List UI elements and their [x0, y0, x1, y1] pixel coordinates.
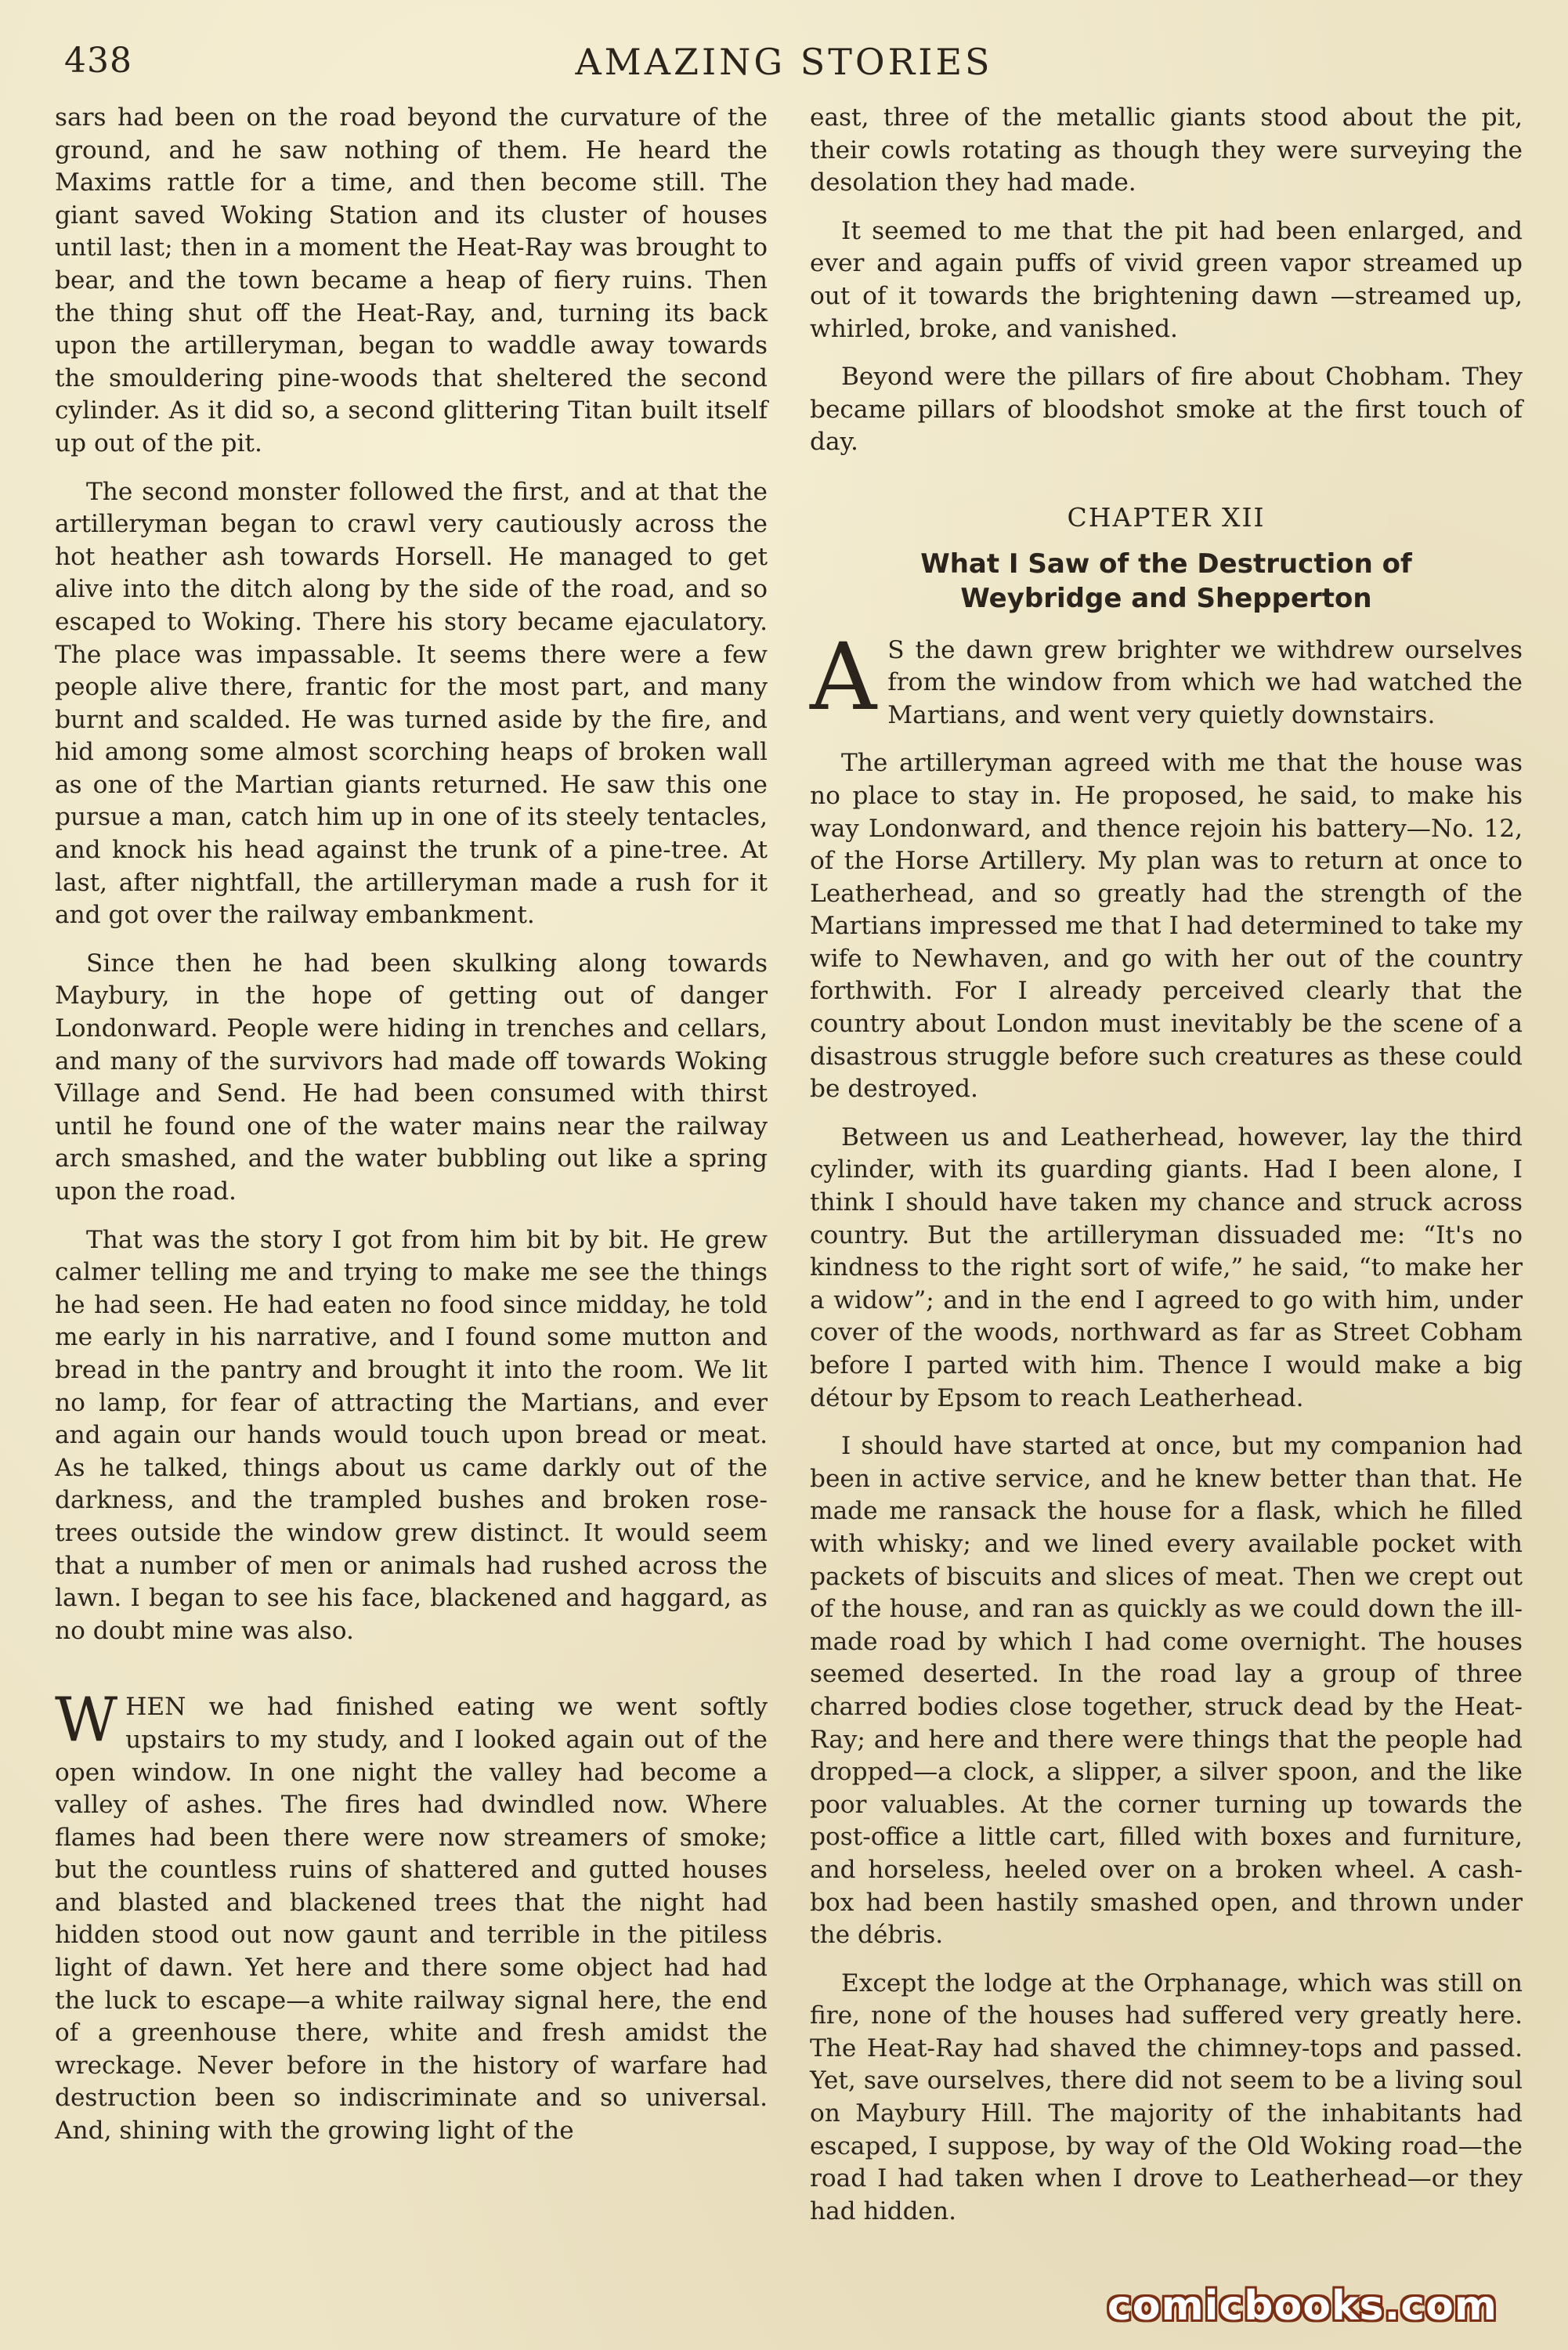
- page-number: 438: [64, 41, 132, 81]
- right-column: [810, 102, 1523, 2228]
- dropcap-letter: A: [810, 622, 877, 731]
- dropcap-paragraph-text: S the dawn grew brighter we withdrew ourselves from the window from which we had watched the Martians, and went very quietly downstairs.: [887, 635, 1523, 729]
- body-paragraph: Except the lodge at the Orphanage, which was still on fire, none of the houses had suffered very greatly here. The Heat-Ray had shaved the chimney-tops and passed. Yet, save ourselves, there did not seem to be a living soul on Maybury Hill. The majority of the inhabitants had escaped, I suppose, by way of the Old Woking road—the road I had taken when I drove to Leatherhead—or they had hidden.: [810, 1969, 1523, 2225]
- dropcap-paragraph-text: HEN we had finished eating we went softly upstairs to my study, and I looked again out of the open window. In one night the valley had become a valley of ashes. The fires had dwindled now. Where flames had been there were now streamers of smoke; but the countless ruins of shattered and gutted houses and blasted and blackened trees that the night had hidden stood out now gaunt and terrible in the pitiless light of dawn. Yet here and there some object had had the luck to escape—a white railway signal here, the end of a greenhouse there, white and fresh amidst the wreckage. Never before in the history of warfare had destruction been so indiscriminate and so universal. And, shining with the growing light of the: [55, 1693, 768, 2146]
- body-paragraph: It seemed to me that the pit had been enlarged, and ever and again puffs of vivid green vapor streamed up out of it towards the brightening dawn —streamed up, whirled, broke, and vanished.: [810, 216, 1523, 343]
- body-paragraph: The artilleryman agreed with me that the house was no place to stay in. He proposed, he said, to make his way Londonward, and thence rejoin his battery—No. 12, of the Horse Artillery. My plan was to return at once to Leatherhead, and so greatly had the strength of the Martians impressed me that I had determined to take my wife to Newhaven, and go with her out of the country forthwith. For I already perceived clearly that the country about London must inevitably be the scene of a disastrous struggle before such creatures as these could be destroyed.: [810, 749, 1523, 1104]
- dropcap-letter: W: [55, 1685, 118, 1756]
- body-paragraph: The second monster followed the first, and at that the artilleryman began to crawl very cautiously across the hot heather ash towards Horsell. He managed to get alive into the ditch along by the side of the road, and so escaped to Woking. There his story became ejaculatory. The place was impassable. It seems there were a few people alive there, frantic for the most part, and many burnt and scalded. He was turned aside by the fire, and hid among some almost scorching heaps of broken wall as one of the Martian giants returned. He saw this one pursue a man, catch him up in one of its steely tentacles, and knock his head against the trunk of a pine-tree. At last, after nightfall, the artilleryman made a rush for it and got over the railway embankment.: [55, 477, 768, 930]
- magazine-title: AMAZING STORIES: [575, 41, 993, 83]
- watermark-logo: comicbooks.com: [1107, 2283, 1498, 2330]
- body-paragraph: sars had been on the road beyond the curvature of the ground, and he saw nothing of them. He heard the Maxims rattle for a time, and then become still. The giant saved Woking Station and its cluster of houses until last; then in a moment the Heat-Ray was brought to bear, and the town became a heap of fiery ruins. Then the thing shut off the Heat-Ray, and, turning its back upon the artilleryman, began to waddle away towards the smouldering pine-woods that sheltered the second cylinder. As it did so, a second glittering Titan built itself up out of the pit.: [55, 103, 768, 457]
- body-paragraph: Since then he had been skulking along towards Maybury, in the hope of getting out of danger Londonward. People were hiding in trenches and cellars, and many of the survivors had made off towards Woking Village and Send. He had been consumed with thirst until he found one of the water mains near the railway arch smashed, and the water bubbling out like a spring upon the road.: [55, 949, 768, 1206]
- body-paragraph: Between us and Leatherhead, however, lay the third cylinder, with its guarding giants. Had I been alone, I think I should have taken my chance and struck across country. But the artilleryman dissuaded me: “It's no kindness to the right sort of wife,” he said, “to make her a widow”; and in the end I agreed to go with him, under cover of the woods, northward as far as Street Cobham before I parted with him. Thence I would make a big détour by Epsom to reach Leatherhead.: [810, 1123, 1523, 1412]
- body-paragraph: That was the story I got from him bit by bit. He grew calmer telling me and trying to make me see the things he had seen. He had eaten no food since midday, he told me early in his narrative, and I found some mutton and bread in the pantry and brought it into the room. We lit no lamp, for fear of attracting the Martians, and ever and again our hands would touch upon bread or meat. As he talked, things about us came darkly out of the darkness, and the trampled bushes and broken rose-trees outside the window grew distinct. It would seem that a number of men or animals had rushed across the lawn. I began to see his face, blackened and haggard, as no doubt mine was also.: [55, 1225, 768, 1645]
- page-header: [55, 36, 1513, 91]
- chapter-subtitle: What I Saw of the Destruction of Weybridge and Shepperton: [920, 548, 1412, 614]
- body-paragraph: east, three of the metallic giants stood about the pit, their cowls rotating as though they were surveying the desolation they had made.: [810, 103, 1523, 197]
- left-column: [55, 102, 768, 2148]
- chapter-heading: CHAPTER XII: [1067, 501, 1266, 533]
- dropcap-paragraph: [810, 622, 1523, 732]
- body-paragraph: Beyond were the pillars of fire about Chobham. They became pillars of bloodshot smoke at the first touch of day.: [810, 363, 1523, 457]
- dropcap-paragraph: [55, 1685, 768, 2147]
- body-paragraph: I should have started at once, but my companion had been in active service, and he knew better than that. He made me ransack the house for a flask, which he filled with whisky; and we lined every available pocket with packets of biscuits and slices of meat. Then we crept out of the house, and ran as quickly as we could down the ill-made road by which I had come overnight. The houses seemed deserted. In the road lay a group of three charred bodies close together, struck dead by the Heat-Ray; and here and there were things that the people had dropped—a clock, a slipper, a silver spoon, and the like poor valuables. At the corner turning up towards the post-office a little cart, filled with boxes and furniture, and horseless, heeled over on a broken wheel. A cash-box had been hastily smashed open, and thrown under the débris.: [810, 1432, 1523, 1950]
